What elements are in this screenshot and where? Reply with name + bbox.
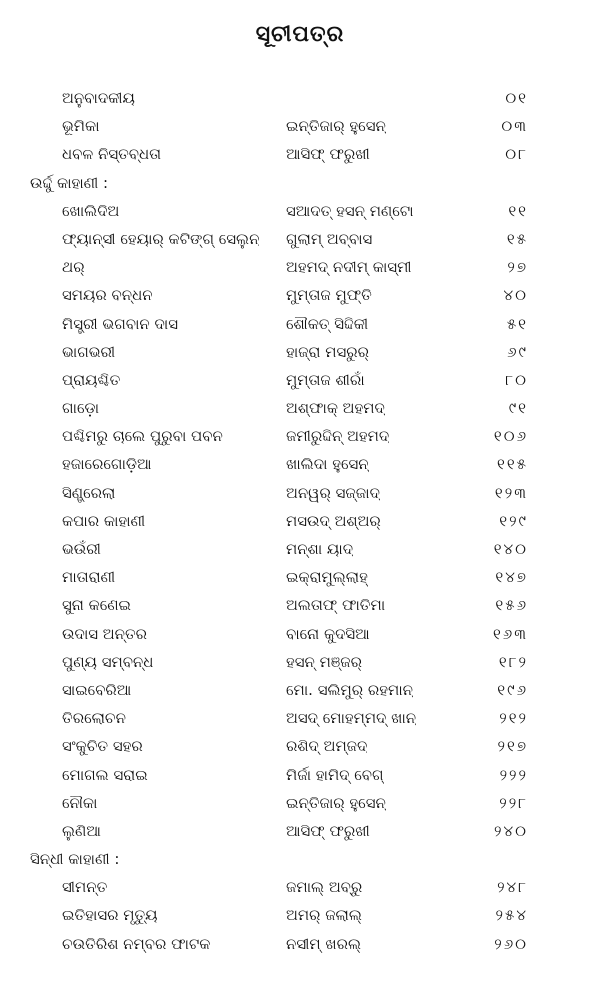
entry-title: ଭୂମିକା xyxy=(62,117,100,136)
entry-author: ଗୁଲାମ୍ ଅବ୍ବାସ xyxy=(286,229,373,248)
toc-entry xyxy=(0,479,600,507)
table-of-contents xyxy=(0,84,600,958)
entry-page: ୧୦୬ xyxy=(493,427,528,446)
entry-page: ୧୨୩ xyxy=(494,483,528,502)
entry-page: ୨୨୨ xyxy=(499,765,528,784)
entry-author: ଅସଦ୍ ମୋହମ୍ମଦ୍ ଖାନ୍ xyxy=(286,709,417,728)
section-heading: ଉର୍ଦ୍ଦୁ କାହାଣୀ : xyxy=(30,173,109,192)
toc-entry xyxy=(0,591,600,619)
entry-author: ହାଜ୍ରା ମସରୁର୍ xyxy=(286,342,369,361)
toc-entry xyxy=(0,732,600,760)
entry-author: ଜମାଲ୍ ଅବ୍ରୁ xyxy=(286,878,363,897)
entry-author: ମୁମ୍ତାଜ ମୁଫ୍ତି xyxy=(286,286,372,305)
toc-entry xyxy=(0,930,600,958)
toc-entry xyxy=(0,817,600,845)
section-sindhi-entries xyxy=(0,873,600,958)
toc-entry xyxy=(0,112,600,140)
entry-title: ସଂକୁଚିତ ସହର xyxy=(62,737,143,756)
entry-author: ମୁମ୍ତାଜ ଶୀରାଁ xyxy=(286,370,365,389)
entry-page: ୪୦ xyxy=(503,286,528,305)
entry-title: ସୁନା କଣେଇ xyxy=(62,596,132,615)
entry-title: ନୌକା xyxy=(62,793,98,812)
entry-page: ୨୫୪ xyxy=(495,906,528,925)
entry-page: ୧୮୨ xyxy=(498,652,528,671)
entry-page: ୧୧ xyxy=(508,201,528,220)
entry-title: କପାର କାହାଣୀ xyxy=(62,511,146,530)
entry-page: ୨୨୮ xyxy=(499,793,528,812)
entry-title: ପ୍ରାୟଶ୍ଚିତ xyxy=(62,370,121,389)
entry-page: ୨୧୭ xyxy=(497,737,528,756)
entry-title: ତିରଲୋଚନ xyxy=(62,709,126,728)
entry-page: ୬୯ xyxy=(507,342,528,361)
toc-entry xyxy=(0,676,600,704)
entry-title: ଗାଡ଼ୋ xyxy=(62,399,99,418)
toc-entry xyxy=(0,394,600,422)
section-heading-sindhi xyxy=(0,845,600,873)
entry-page: ୧୪୦ xyxy=(493,540,528,558)
entry-page: ୨୭ xyxy=(507,258,528,277)
entry-title: ଖୋଲିଦିଅ xyxy=(62,201,120,220)
entry-page: ୦୮ xyxy=(505,145,528,164)
entry-page: ୫୧ xyxy=(506,314,528,333)
toc-entry xyxy=(0,366,600,394)
entry-author: ବାନୋ କୁଦସିଆ xyxy=(286,624,370,643)
toc-entry xyxy=(0,704,600,732)
entry-title: ପଶ୍ଚିମରୁ ଚାଲେ ପୁରୁବା ପବନ xyxy=(62,427,223,446)
section-heading: ସିନ୍ଧୀ କାହାଣୀ : xyxy=(30,850,120,869)
entry-page: ୮୦ xyxy=(505,370,528,389)
entry-page: ୨୬୦ xyxy=(494,934,528,953)
entry-author: ଶୌକତ୍ ସିଦ୍ଦିକୀ xyxy=(286,314,369,333)
entry-author: ଆସିଫ୍ ଫରୁଖୀ xyxy=(286,821,370,840)
entry-page: ୧୫ xyxy=(506,229,528,248)
entry-author: ହସନ୍ ମଞ୍ଜର୍ xyxy=(286,652,362,671)
entry-page: ୧୨୯ xyxy=(499,511,528,530)
entry-page: ୯୧ xyxy=(508,399,528,418)
section-urdu-entries xyxy=(0,197,600,845)
entry-title: ଭାଗଭରୀ xyxy=(62,342,116,361)
entry-title: ସୀମନ୍ତ xyxy=(62,878,108,897)
entry-page: ୧୬୩ xyxy=(492,624,528,643)
entry-title: ସାଇବେରିଆ xyxy=(62,680,132,699)
entry-title: ଧବଳ ନିସ୍ତବ୍ଧତା xyxy=(62,145,162,164)
toc-entry xyxy=(0,310,600,338)
toc-entry xyxy=(0,789,600,817)
entry-title: ଲୁଣିଆ xyxy=(62,821,101,840)
entry-page: ୧୧୫ xyxy=(497,455,528,474)
entry-author: ସଆଦତ୍ ହସନ୍ ମଣ୍ଟୋ xyxy=(286,201,414,220)
toc-entry xyxy=(0,873,600,901)
entry-title: ଚଉତିରିଶ ନମ୍ବର ଫାଟକ xyxy=(62,934,211,953)
entry-title: ଅନୁବାଦକୀୟ xyxy=(62,89,135,107)
toc-entry xyxy=(0,338,600,366)
entry-author: ଅଶ୍ଫାକ୍ ଅହମଦ୍ xyxy=(286,399,385,418)
toc-entry xyxy=(0,197,600,225)
entry-title: ସିଣ୍ଡ୍ରେଲା xyxy=(62,483,116,502)
toc-entry xyxy=(0,253,600,281)
toc-entry xyxy=(0,422,600,450)
toc-entry xyxy=(0,84,600,112)
toc-entry xyxy=(0,225,600,253)
entry-page: ୧୫୬ xyxy=(495,596,528,615)
entry-title: ମୋଗଲ ସରାଇ xyxy=(62,765,148,784)
entry-title: ଥର୍ xyxy=(62,258,85,277)
entry-author: ଅଲତାଫ୍ ଫାତିମା xyxy=(286,596,386,615)
entry-title: ପୁଣ୍ୟ ସମ୍ବନ୍ଧ xyxy=(62,652,154,671)
entry-title: ମାତାରାଣୀ xyxy=(62,568,116,587)
entry-title: ମିସ୍ତ୍ରୀ ଭଗବାନ ଦାସ xyxy=(62,314,179,333)
toc-entry xyxy=(0,450,600,478)
entry-author: ଜମୀରୁଦ୍ଦିନ୍ ଅହମଦ୍ xyxy=(286,427,390,446)
entry-author: ମନ୍ଶା ୟାଦ୍ xyxy=(286,540,354,558)
toc-entry xyxy=(0,140,600,168)
entry-title: ଇତିହାସର ମୃତ୍ୟୁ xyxy=(62,906,158,925)
entry-author: ନସୀମ୍ ଖରଲ୍ xyxy=(286,934,362,953)
entry-author: ମିର୍ଜା ହାମିଦ୍ ବେଗ୍ xyxy=(286,765,384,784)
entry-author: ଆସିଫ୍ ଫରୁଖୀ xyxy=(286,145,370,164)
toc-entry xyxy=(0,761,600,789)
entry-author: ଅନୱର୍ ସଜ୍ଜାଦ୍ xyxy=(286,483,380,502)
section-heading-urdu xyxy=(0,169,600,197)
entry-author: ଇନ୍ତିଜାର୍ ହୁସେନ୍ xyxy=(286,793,386,812)
entry-page: ୦୧ xyxy=(505,89,528,107)
entry-author: ଇକ୍ରାମୁଲ୍ଲାହ୍ xyxy=(286,568,368,587)
toc-entry xyxy=(0,281,600,309)
entry-title: ସମୟର ବନ୍ଧନ xyxy=(62,286,153,305)
entry-page: ୧୪୭ xyxy=(495,568,528,587)
toc-entry xyxy=(0,507,600,535)
entry-title: ହଜାରେଗୋଡ଼ିଆ xyxy=(62,455,152,474)
entry-author: ଅମର୍ ଜଲାଲ୍ xyxy=(286,906,362,925)
entry-author: ମୋ. ସଲିମୁର୍ ରହମାନ୍ xyxy=(286,680,413,699)
entry-author: ଅହମଦ୍ ନଦୀମ୍ କାସ୍ମୀ xyxy=(286,258,412,277)
entry-title: ଭଉଁରୀ xyxy=(62,540,101,558)
entry-author: ମସଉଦ୍ ଅଶ୍ଅର୍ xyxy=(286,511,381,530)
toc-entry xyxy=(0,901,600,929)
toc-entry xyxy=(0,620,600,648)
entry-author: ଇନ୍ତିଜାର୍ ହୁସେନ୍ xyxy=(286,117,386,136)
entry-page: ୧୯୬ xyxy=(497,680,528,699)
entry-title: ଫ୍ୟାନ୍ସୀ ହେୟାର୍ କଟିଙ୍ଗ୍ ସେଲୁନ୍ xyxy=(62,229,260,248)
toc-entry xyxy=(0,648,600,676)
entry-author: ଖାଲିଦା ହୁସେନ୍ xyxy=(286,455,369,474)
entry-page: ୨୪୮ xyxy=(497,878,528,897)
entry-page: ୦୩ xyxy=(501,117,528,136)
toc-entry xyxy=(0,563,600,591)
entry-title: ଉଦାସ ଅନ୍ତର xyxy=(62,624,148,643)
entry-author: ରଶିଦ୍ ଅମ୍ଜଦ୍ xyxy=(286,737,368,756)
page-title: ସୂଚୀପତ୍ର xyxy=(255,22,345,47)
entry-page: ୨୪୦ xyxy=(494,821,528,840)
entry-page: ୨୧୨ xyxy=(499,709,528,728)
toc-entry xyxy=(0,535,600,563)
